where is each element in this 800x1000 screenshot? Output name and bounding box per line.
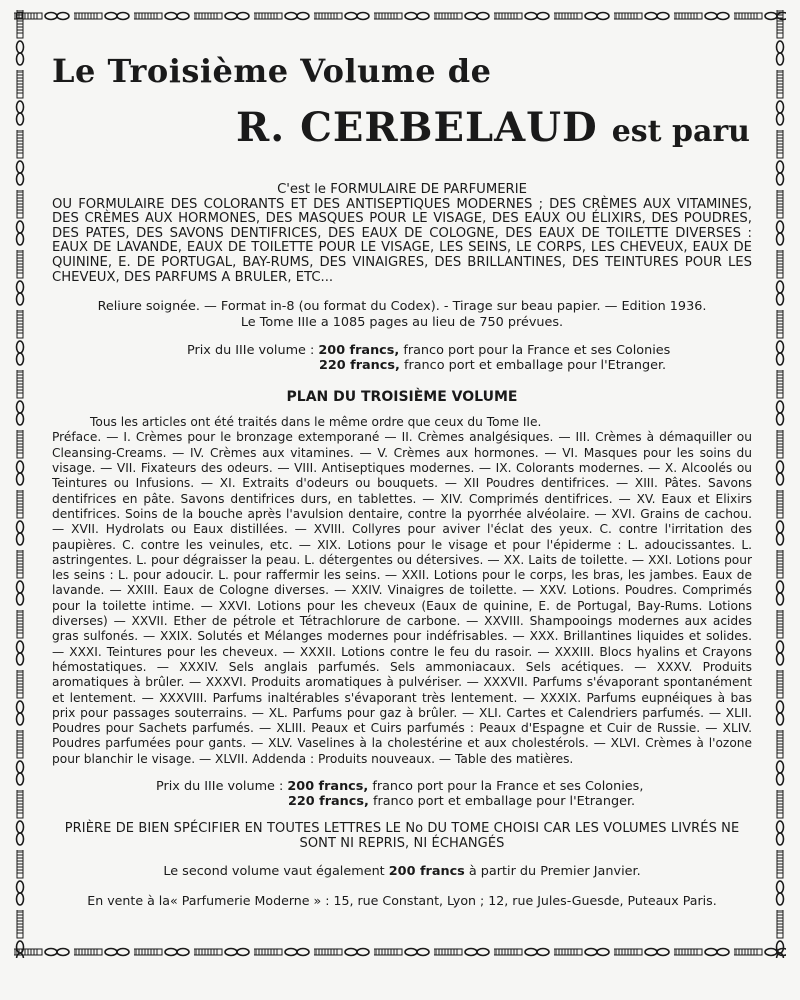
border-left <box>14 10 26 958</box>
price2-line-france <box>156 779 752 794</box>
sale-address: En vente à la« Parfumerie Moderne » : 15, rue Constant, Lyon ; 12, rue Jules-Guesde, Puteaux Paris. <box>87 892 717 908</box>
heading-tail: est paru <box>611 114 750 149</box>
price-line-france <box>187 343 752 358</box>
price-text-foreign: franco port et emballage pour l'Etranger. <box>403 358 667 374</box>
price2-amount-france: 200 francs, <box>287 778 369 794</box>
binding-line2: Le Tome IIIe a 1085 pages au lieu de 750 prévues. <box>240 315 564 331</box>
author-name: R. CERBELAUD <box>236 104 598 151</box>
price-text-france: franco port pour la France et ses Colonies <box>403 343 671 359</box>
plan-contents: Préface. — I. Crèmes pour le bronzage extemporané — II. Crèmes analgésiques. — III. Crèmes à démaquiller ou Cleansing-Creams. — IV. Crèmes aux vitamines. — V. Crèmes aux hormones. — VI. Masques pour les soins du visage. — VII. Fixateurs des odeurs. — VIII. Antiseptiques modernes. — IX. Colorants modernes. — X. Alcoolés ou Teintures ou Infusions. — XI. Extraits d'odeurs ou bouquets. — XII Poudres dentifrices. — XIII. Pâtes. Savons dentifrices en pâte. Savons dentifrices durs, en tablettes. — XIV. Comprimés dentifrices. — XV. Eaux et Elixirs dentifrices. Soins de la bouche après l'avulsion dentaire, contre la pyorrhée alvéolaire. — XVI. Grains de cachou. — XVII. Hydrolats ou Eaux distillées. — XVIII. Collyres pour aviver l'éclat des yeux. C. contre l'irritation des paupières. C. contre les veinules, etc. — XIX. Lotions pour le visage et pour l'épiderme : L. adoucissantes. L. astringentes. L. pour dégraisser la peau. L. détergentes ou détersives. — XX. Laits de toilette. — XXI. Lotions pour les seins : L. pour adoucir. L. pour raffermir les seins. — XXII. Lotions pour le corps, les bras, les jambes. Eaux de lavande. — XXIII. Eaux de Cologne diverses. — XXIV. Vinaigres de toilette. — XXV. Lotions. Poudres. Comprimés pour la toilette intime. — XXVI. Lotions pour les cheveux (Eaux de quinine, E. de Portugal, Bay-Rums. Lotions diverses) — XXVII. Ether de pétrole et Tétrachlorure de carbone. — XXVIII. Shampooings modernes aux acides gras sulfonés. — XXIX. Solutés et Mélanges modernes pour indéfrisables. — XXX. Brillantines liquides et solides. — XXXI. Teintures pour les cheveux. — XXXII. Lotions contre le feu du rasoir. — XXXIII. Blocs hyalins et Crayons hémostatiques. — XXXIV. Sels anglais parfumés. Sels ammoniacaux. Sels acétiques. — XXXV. Produits aromatiques à brûler. — XXXVI. Produits aromatiques à pulvériser. — XXXVII. Parfums s'évaporant spontanément et lentement. — XXXVIII. Parfums inaltérables s'évaporant très lentement. — XXXIX. Parfums eupnéiques à bas prix pour passages souterrains. — XL. Parfums pour gaz à brûler. — XLI. Cartes et Calendriers parfumés. — XLII. Poudres pour Sachets parfumés. — XLIII. Peaux et Cuirs parfumés : Peaux d'Espagne et Cuir de Russie. — XLIV. Poudres parfumées pour gants. — XLV. Vaselines à la cholestérine et aux cholestérols. — XLVI. Crèmes à l'ozone pour blanchir le visage. — XLVII. Addenda : Produits nouveaux. — Table des matières. <box>52 430 752 766</box>
advertisement-content <box>52 52 752 908</box>
price2-text-france: franco port pour la France et ses Colonies, <box>372 778 644 794</box>
heading-line1: Le Troisième Volume de <box>52 52 492 90</box>
price2-label: Prix du IIIe volume : <box>156 778 284 794</box>
plan-body <box>52 415 752 767</box>
price-amount-france: 200 francs, <box>318 343 400 359</box>
price2-line-foreign <box>156 794 752 809</box>
heading-author-row <box>52 104 750 151</box>
intro-first-line: C'est le FORMULAIRE DE PARFUMERIE <box>277 182 527 197</box>
border-bottom <box>14 946 786 958</box>
price2-text-foreign: franco port et emballage pour l'Etranger. <box>372 793 636 809</box>
intro-paragraph <box>52 183 752 285</box>
intro-body: OU FORMULAIRE DES COLORANTS ET DES ANTISEPTIQUES MODERNES ; DES CRÈMES AUX VITAMINES, DES CRÈMES AUX HORMONES, DES MASQUES POUR LE VISAGE, DES EAUX OU ÉLIXIRS, DES POUDRES, DES PATES, DES SAVONS DENTIFRICES, DES EAUX DE COLOGNE, DES EAUX DE TOILETTE DIVERSES : EAUX DE LAVANDE, EAUX DE TOILETTE POUR LE VISAGE, LES SEINS, LE CORPS, LES CHEVEUX, EAUX DE QUININE, E. DE PORTUGAL, BAY-RUMS, DES VINAIGRES, DES BRILLANTINES, DES TEINTURES POUR LES CHEVEUX, DES PARFUMS A BRULER, ETC... <box>52 196 752 285</box>
border-right <box>774 10 786 958</box>
second-amount: 200 francs <box>388 863 465 879</box>
order-warning: PRIÈRE DE BIEN SPÉCIFIER EN TOUTES LETTRES LE No DU TOME CHOISI CAR LES VOLUMES LIVRÉS NE SONT NI REPRIS, NI ÉCHANGÉS <box>64 820 740 852</box>
second-volume-note <box>52 864 752 879</box>
second-before: Le second volume vaut également <box>163 863 385 879</box>
binding-line1: Reliure soignée. — Format in-8 (ou format du Codex). - Tirage sur beau papier. — Edition 1936. <box>97 299 707 315</box>
binding-info <box>52 299 752 331</box>
price-amount-foreign: 220 francs, <box>319 358 400 374</box>
second-after: à partir du Premier Janvier. <box>468 863 641 879</box>
border-top <box>14 10 786 22</box>
plan-title: PLAN DU TROISIÈME VOLUME <box>286 389 518 406</box>
plan-intro: Tous les articles ont été traités dans le même ordre que ceux du Tome IIe. <box>90 415 542 430</box>
price-line-foreign <box>187 358 752 373</box>
price2-amount-foreign: 220 francs, <box>288 793 369 809</box>
price-label: Prix du IIIe volume : <box>187 343 315 359</box>
price-block-bottom <box>52 779 752 809</box>
price-block-top <box>52 343 752 373</box>
